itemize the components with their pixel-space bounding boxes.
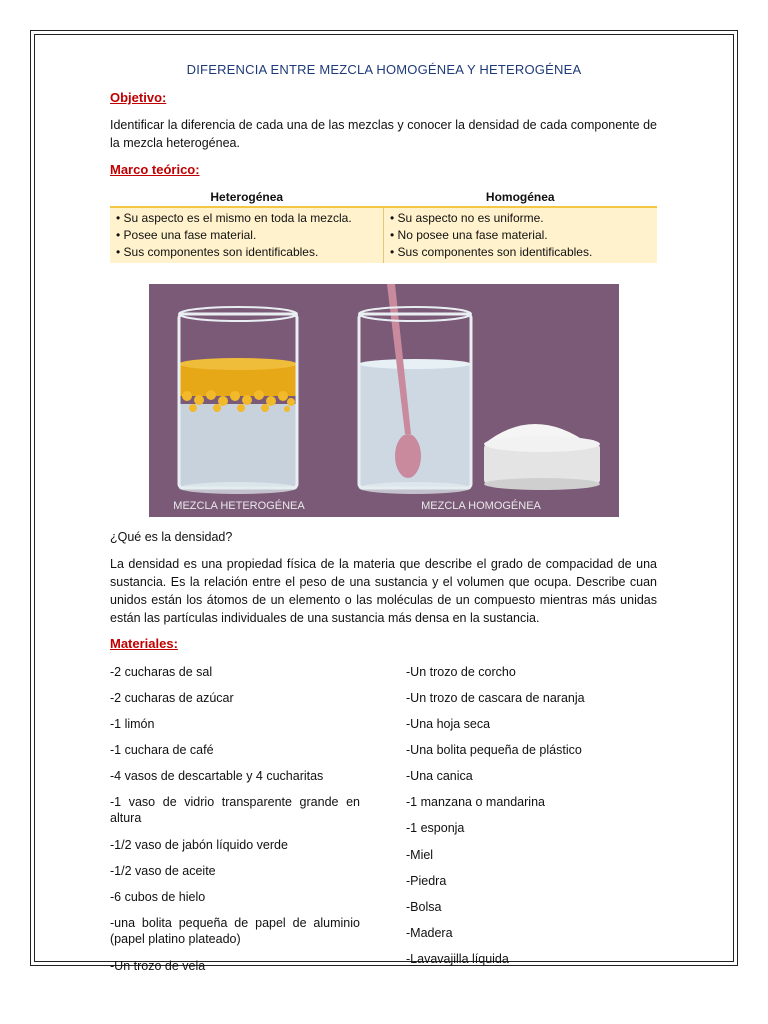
list-item: -2 cucharas de sal xyxy=(110,665,213,679)
list-item: -1/2 vaso de aceite xyxy=(110,864,216,878)
homogeneous-glass xyxy=(359,284,471,494)
list-item: -Bolsa xyxy=(406,900,442,914)
theory-heading: Marco teórico: xyxy=(110,162,200,177)
table-header-heterogenea: Heterogénea xyxy=(110,188,384,207)
list-item: -Una canica xyxy=(406,769,473,783)
materials-heading: Materiales: xyxy=(110,636,178,651)
list-item: -1 esponja xyxy=(406,821,465,835)
list-item: -Un trozo de corcho xyxy=(406,665,516,679)
list-item: -Piedra xyxy=(406,874,447,888)
document-title: DIFERENCIA ENTRE MEZCLA HOMOGÉNEA Y HETEROGÉNEA xyxy=(186,62,582,77)
spoon-bowl xyxy=(395,434,421,478)
comparison-table xyxy=(110,188,657,263)
list-item: -1 cuchara de café xyxy=(110,743,214,757)
density-text: La densidad es una propiedad física de la materia que describe el grado de compacidad de una sustancia. Es la relación entre el peso de una sustancia y el volumen que ocupa. Describe cuan unidos están los átomos de un elemento o las moléculas de un compuesto mientras más unidas están las partículas individuales de una sustancia más densa en la sustancia. xyxy=(110,557,657,625)
list-item: -2 cucharas de azúcar xyxy=(110,691,234,705)
list-item: -Lavavajilla líquida xyxy=(406,952,509,966)
table-item: • Su aspecto no es uniforme. xyxy=(390,211,544,225)
list-item: -1 limón xyxy=(110,717,155,731)
list-item: -1/2 vaso de jabón líquido verde xyxy=(110,838,288,852)
list-item: -una bolita pequeña de papel de aluminio (papel platino plateado) xyxy=(110,916,360,946)
right-glass-label: MEZCLA HOMOGÉNEA xyxy=(421,500,541,512)
table-item: • Sus componentes son identificables. xyxy=(116,245,319,259)
table-item: • No posee una fase material. xyxy=(390,228,548,242)
list-item: -1 manzana o mandarina xyxy=(406,795,545,809)
table-header-homogenea: Homogénea xyxy=(384,188,658,207)
mixture-illustration xyxy=(149,284,619,517)
list-item: -Madera xyxy=(406,926,453,940)
table-item: • Sus componentes son identificables. xyxy=(390,245,593,259)
list-item: -6 cubos de hielo xyxy=(110,890,206,904)
objective-heading: Objetivo: xyxy=(110,90,167,105)
density-question: ¿Qué es la densidad? xyxy=(110,530,233,544)
table-cell-homogenea xyxy=(384,207,658,263)
objective-text: Identificar la diferencia de cada una de las mezclas y conocer la densidad de cada componente de la mezcla heterogénea. xyxy=(110,118,657,150)
list-item: -Un trozo de cascara de naranja xyxy=(406,691,585,705)
list-item: -Miel xyxy=(406,848,434,862)
list-item: -Un trozo de vela xyxy=(110,959,206,973)
table-item: • Su aspecto es el mismo en toda la mezcla. xyxy=(116,211,352,225)
table-cell-heterogenea xyxy=(110,207,384,263)
list-item: -Una hoja seca xyxy=(406,717,491,731)
table-item: • Posee una fase material. xyxy=(116,228,257,242)
list-item: -1 vaso de vidrio transparente grande en altura xyxy=(110,795,360,825)
list-item: -Una bolita pequeña de plástico xyxy=(406,743,582,757)
left-glass-label: MEZCLA HETEROGÉNEA xyxy=(173,500,305,512)
list-item: -4 vasos de descartable y 4 cucharitas xyxy=(110,769,324,783)
